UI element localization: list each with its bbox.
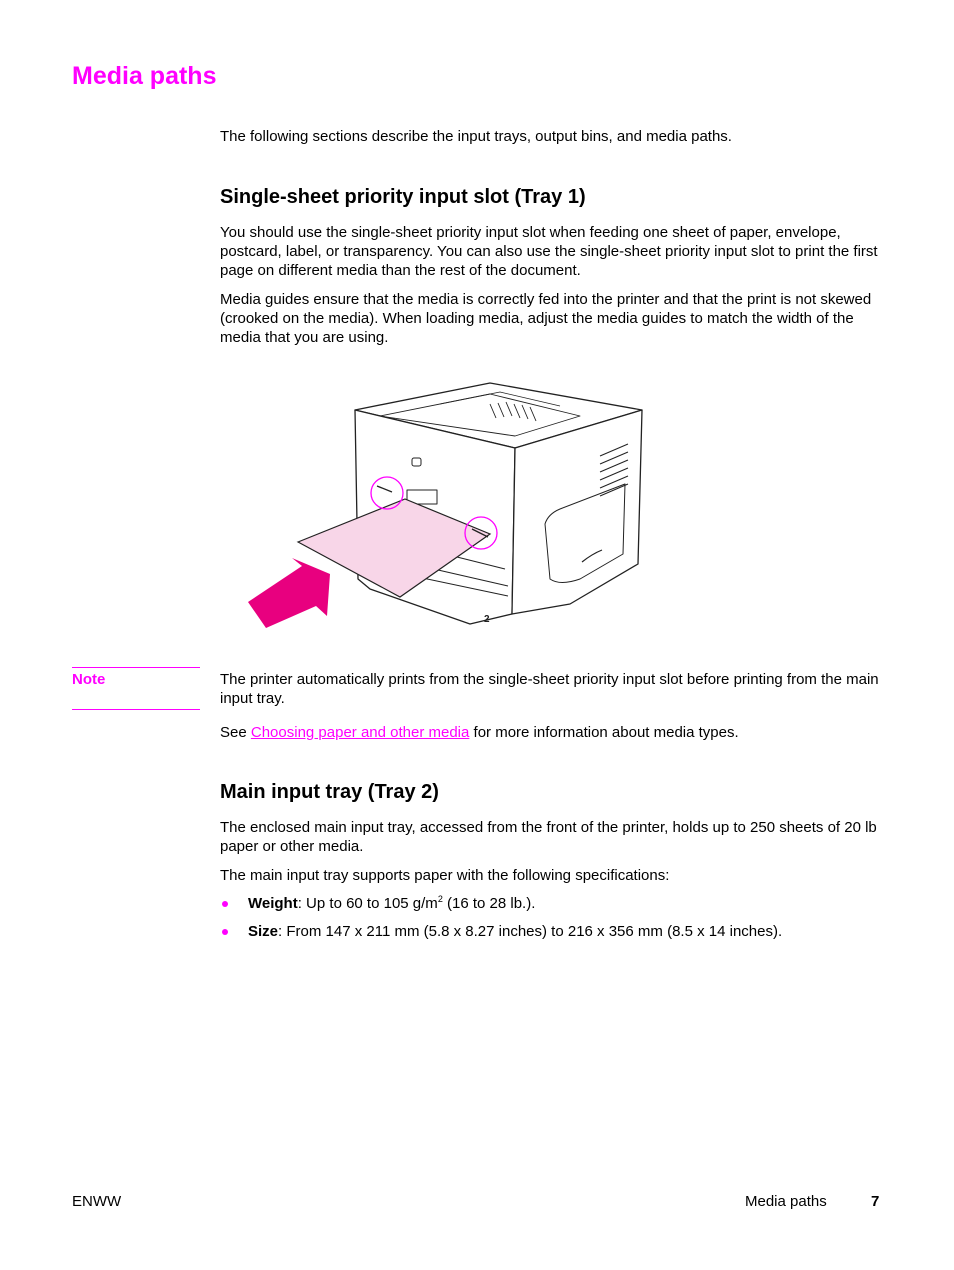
spec-weight: [220, 894, 900, 913]
see-prefix: See: [220, 724, 247, 741]
note-label: Note: [72, 671, 106, 688]
size-label: Size: [248, 923, 279, 940]
footer-left: ENWW: [72, 1193, 122, 1210]
printer-drawing: [240, 374, 650, 636]
note-rule-bottom: [72, 709, 200, 710]
footer-section: Media paths: [745, 1193, 827, 1210]
feed-arrow-icon: [248, 558, 330, 628]
weight-suffix: (16 to 28 lb.).: [442, 895, 536, 912]
tray2-paragraph-2: The main input tray supports paper with the following specifications:: [220, 867, 670, 884]
tray1-heading: Single-sheet priority input slot (Tray 1): [220, 186, 586, 208]
tray1-paragraph-1: You should use the single-sheet priority input slot when feeding one sheet of paper, envelope, postcard, label, or transparency. You can also use the single-sheet priority input slot to print the first page on different media than the rest of the document.: [220, 224, 878, 279]
see-suffix: for more information about media types.: [473, 724, 739, 741]
size-text: : From 147 x 211 mm (5.8 x 8.27 inches) to 216 x 356 mm (8.5 x 14 inches).: [278, 923, 783, 940]
weight-text: : Up to 60 to 105 g/m: [297, 895, 438, 912]
bullet-icon: [222, 929, 228, 935]
tray-number-label: 2: [484, 614, 490, 625]
tray1-paragraph-2: Media guides ensure that the media is correctly fed into the printer and that the print is not skewed (crooked on the media). When loading media, adjust the media guides to match the width of the media that you are using.: [220, 291, 872, 346]
see-also-paragraph: [220, 723, 880, 742]
bullet-icon: [222, 901, 228, 907]
spec-list: [220, 894, 900, 950]
spec-size: [220, 922, 900, 941]
tray2-heading: Main input tray (Tray 2): [220, 781, 439, 803]
weight-label: Weight: [248, 895, 298, 912]
page-title: Media paths: [72, 62, 217, 90]
intro-paragraph: The following sections describe the input trays, output bins, and media paths.: [220, 128, 732, 145]
note-text: The printer automatically prints from the single-sheet priority input slot before printing from the main input tray.: [220, 671, 879, 707]
weight-superscript: 2: [437, 894, 443, 904]
printer-illustration: [240, 374, 650, 636]
page-number: 7: [871, 1193, 880, 1210]
note-rule-top: [72, 667, 200, 668]
choosing-paper-link[interactable]: Choosing paper and other media: [250, 724, 470, 741]
tray2-paragraph-1: The enclosed main input tray, accessed from the front of the printer, holds up to 250 sheets of 20 lb paper or other media.: [220, 819, 877, 855]
